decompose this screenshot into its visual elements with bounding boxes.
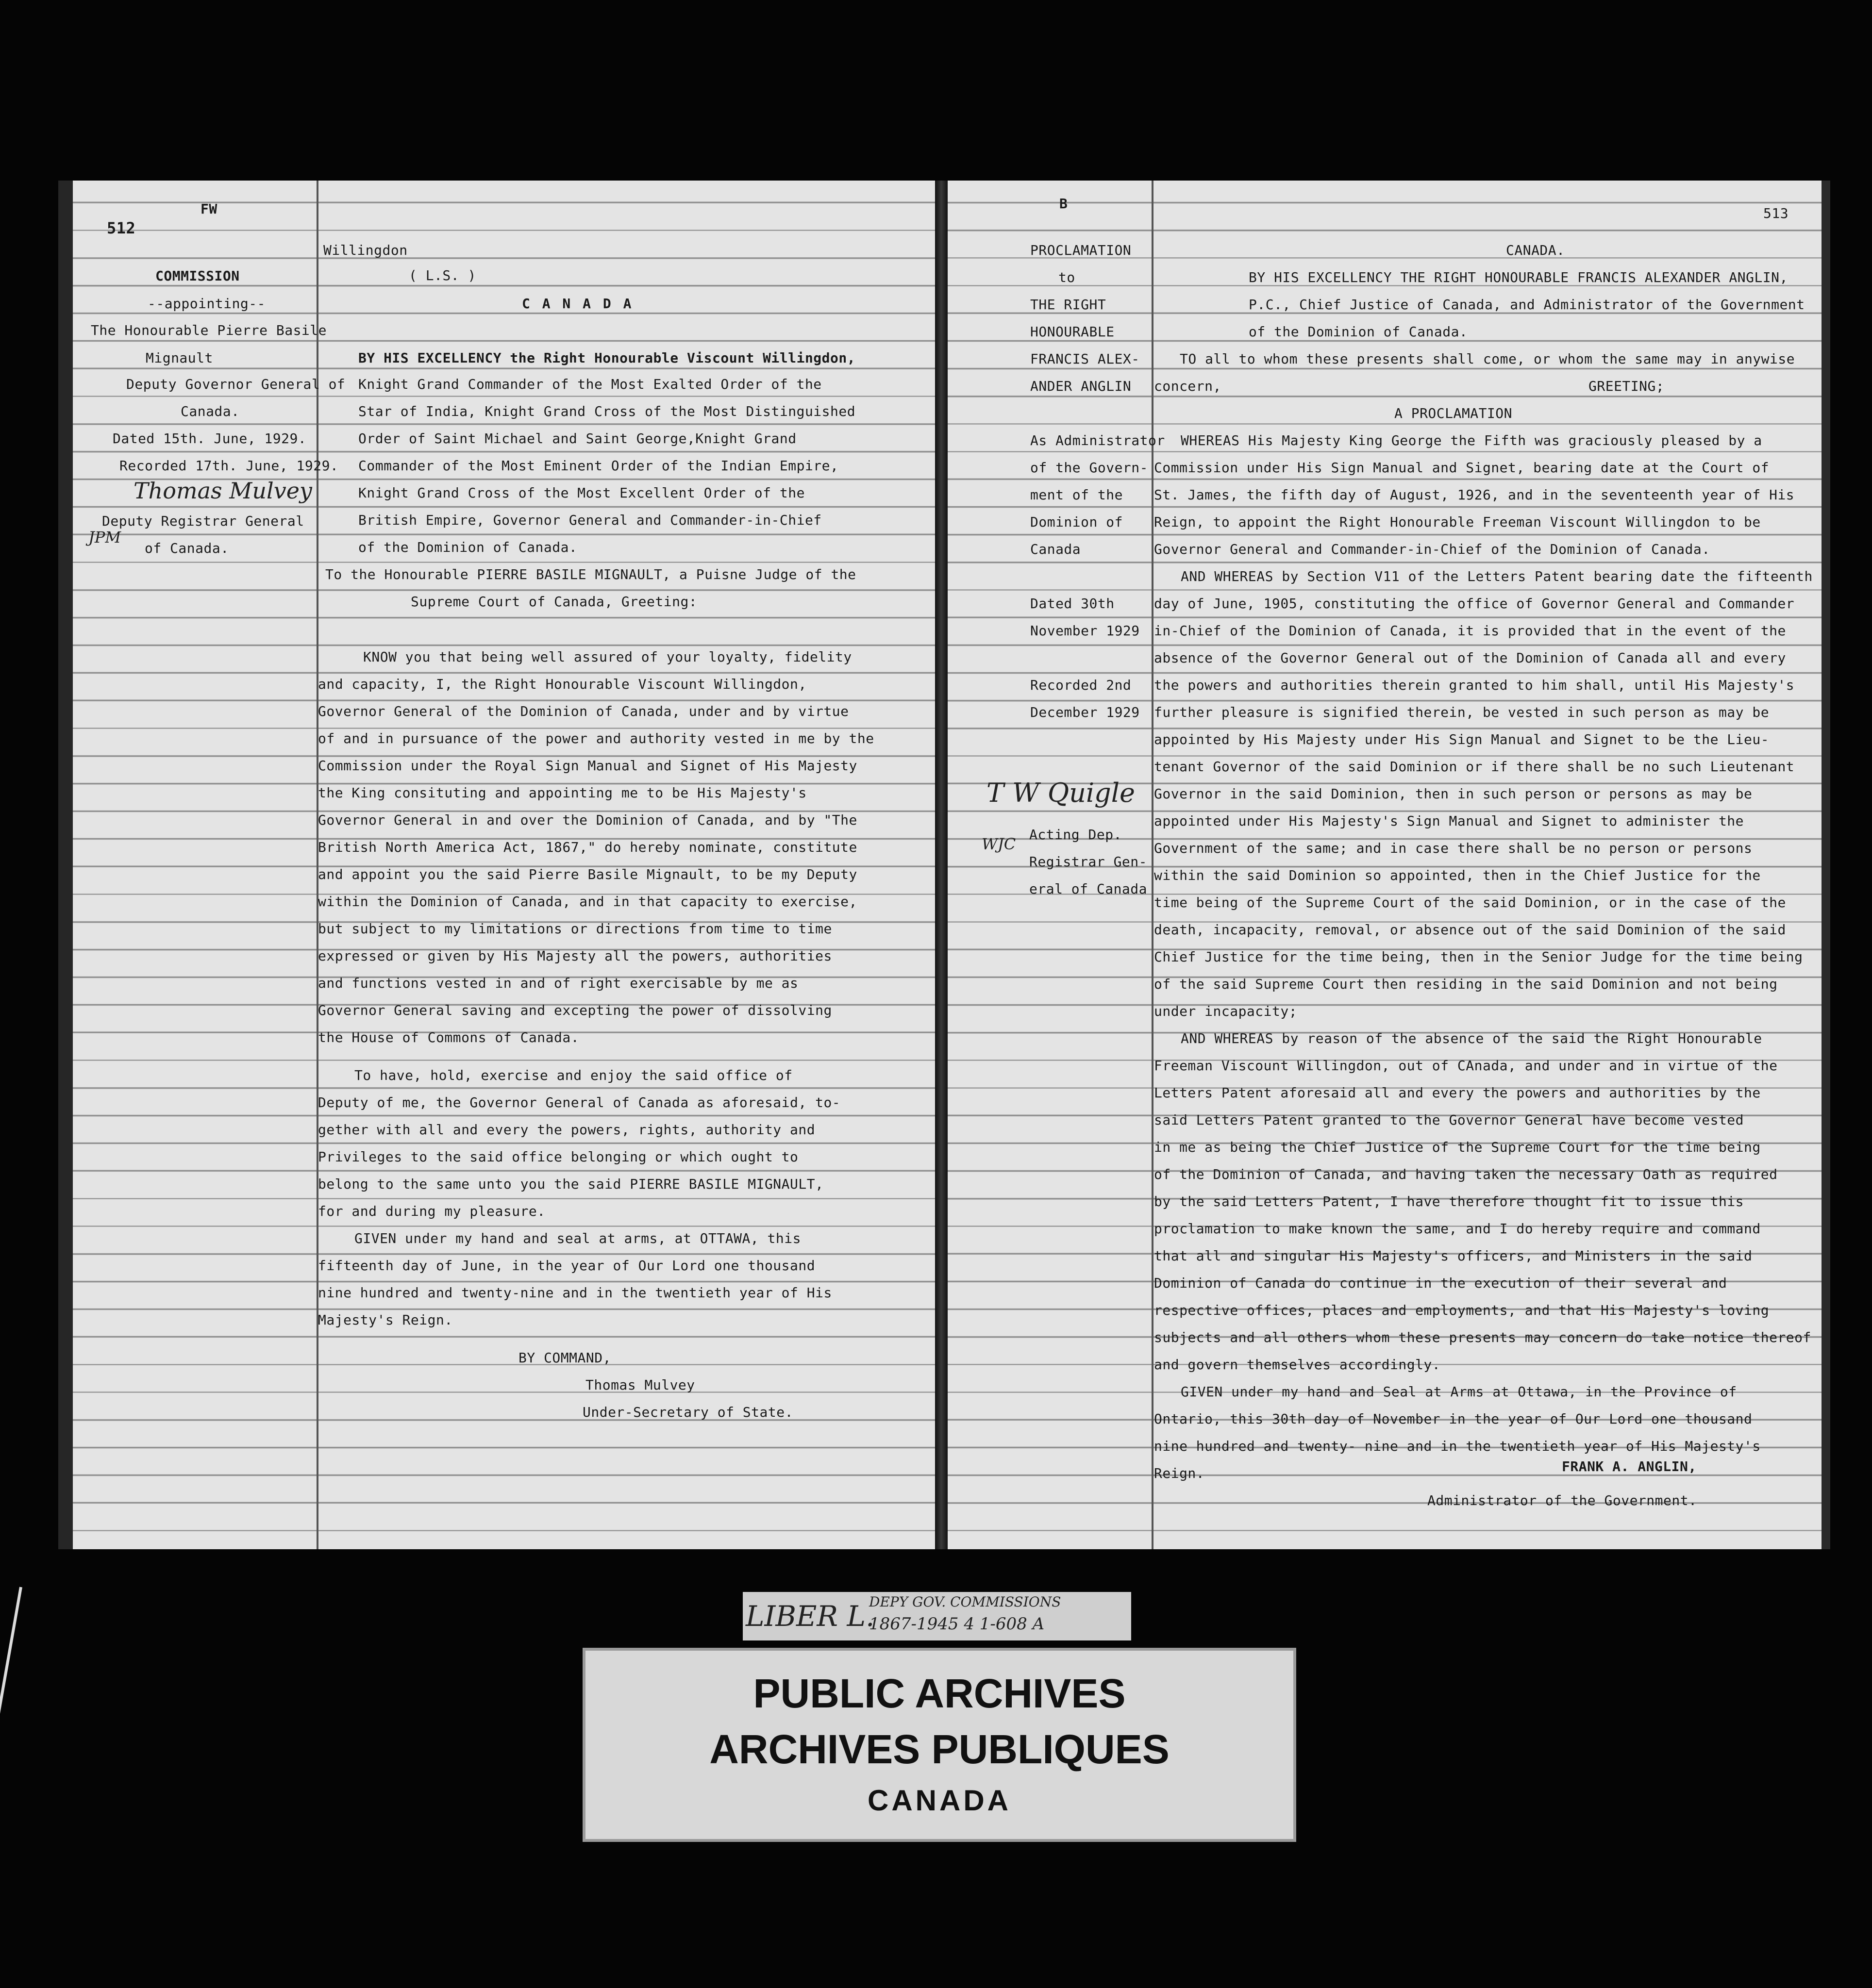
body-line: Reign, to appoint the Right Honourable Freeman Viscount Willingdon to be	[1154, 514, 1761, 530]
country-heading: C A N A D A	[522, 296, 634, 312]
body-line: P.C., Chief Justice of Canada, and Administrator of the Government	[1249, 297, 1805, 313]
body-line: of the Dominion of Canada.	[358, 539, 578, 555]
body-line: by the said Letters Patent, I have therefore thought fit to issue this	[1154, 1193, 1744, 1209]
body-line: day of June, 1905, constituting the office of Governor General and Commander	[1154, 596, 1795, 612]
body-line: expressed or given by His Majesty all the powers, authorities	[318, 948, 832, 964]
body-line: further pleasure is signified therein, be vested in such person as may be	[1154, 704, 1770, 720]
body-line: Dominion of Canada do continue in the execution of their several and	[1154, 1275, 1727, 1291]
body-line: belong to the same unto you the said PIERRE BASILE MIGNAULT,	[318, 1176, 824, 1192]
margin-line: Canada	[1030, 541, 1081, 557]
body-line: BY HIS EXCELLENCY THE RIGHT HONOURABLE FRANCIS ALEXANDER ANGLIN,	[1249, 269, 1788, 285]
body-line: Knight Grand Cross of the Most Excellent Order of the	[358, 485, 805, 501]
margin-rule	[1152, 181, 1153, 1549]
film-label	[743, 1592, 1131, 1640]
body-line: the powers and authorities therein granted to him shall, until His Majesty's	[1154, 677, 1795, 693]
body-line: TO all to whom these presents shall come, or whom the same may in anywise	[1180, 351, 1795, 367]
margin-initials: WJC	[982, 835, 1016, 853]
body-line: Deputy of me, the Governor General of Canada as aforesaid, to-	[318, 1094, 841, 1110]
margin-line: of the Govern-	[1030, 460, 1149, 476]
body-line: under incapacity;	[1154, 1003, 1298, 1019]
body-line: and govern themselves accordingly.	[1154, 1357, 1441, 1373]
body-line: said Letters Patent granted to the Governor General have become vested	[1154, 1112, 1744, 1128]
body-line: and functions vested in and of right exercisable by me as	[318, 975, 799, 991]
body-line: appointed by His Majesty under His Sign Manual and Signet to be the Lieu-	[1154, 731, 1770, 747]
margin-line: HONOURABLE	[1030, 324, 1115, 340]
signatory-line: FRANK A. ANGLIN,	[1562, 1458, 1697, 1474]
margin-line: December 1929	[1030, 704, 1140, 720]
body-line: gether with all and every the powers, rights, authority and	[318, 1122, 816, 1138]
body-line: Ontario, this 30th day of November in the year of Our Lord one thousand	[1154, 1411, 1753, 1427]
body-line: WHEREAS His Majesty King George the Fifth was graciously pleased by a	[1181, 432, 1762, 448]
body-line: Commission under His Sign Manual and Signet, bearing date at the Court of	[1154, 460, 1770, 476]
margin-line: Registrar Gen-	[1029, 854, 1148, 870]
body-line: of the said Supreme Court then residing in the said Dominion and not being	[1154, 976, 1778, 992]
margin-line: Dominion of	[1030, 514, 1123, 530]
body-line: To the Honourable PIERRE BASILE MIGNAULT, a Puisne Judge of the	[325, 566, 856, 582]
page-initials: B	[1059, 196, 1068, 212]
registrar-signature: T W Quigle	[986, 778, 1135, 808]
body-line: appointed under His Majesty's Sign Manual and Signet to administer the	[1154, 813, 1744, 829]
book-binding	[935, 181, 948, 1549]
body-line: the House of Commons of Canada.	[318, 1029, 580, 1045]
film-scratch	[0, 1587, 22, 1884]
film-label-line2: 1867-1945 4 1-608 A	[869, 1614, 1045, 1634]
film-label-line1: DEPY GOV. COMMISSIONS	[869, 1594, 1061, 1610]
margin-line: Mignault	[146, 350, 213, 366]
margin-line: to	[1058, 269, 1075, 285]
closing-line: Thomas Mulvey	[585, 1377, 695, 1393]
body-line: the King consituting and appointing me to be His Majesty's	[318, 785, 807, 801]
body-line: A PROCLAMATION	[1394, 405, 1513, 421]
body-line: but subject to my limitations or directions from time to time	[318, 921, 832, 937]
body-line: fifteenth day of June, in the year of Our Lord one thousand	[318, 1258, 816, 1274]
body-line: of and in pursuance of the power and authority vested in me by the	[318, 730, 874, 746]
body-line: Knight Grand Commander of the Most Exalted Order of the	[358, 376, 822, 392]
body-line: Star of India, Knight Grand Cross of the Most Distinguished	[358, 403, 856, 419]
margin-line: FRANCIS ALEX-	[1030, 351, 1140, 367]
margin-line: Deputy Registrar General	[102, 513, 304, 529]
left-book-edge	[58, 181, 73, 1549]
body-line: within the Dominion of Canada, and in that capacity to exercise,	[318, 894, 857, 910]
closing-line: BY COMMAND,	[518, 1350, 611, 1366]
page-number: 513	[1763, 205, 1789, 221]
right-page	[948, 181, 1822, 1549]
body-line: time being of the Supreme Court of the said Dominion, or in the case of the	[1154, 895, 1786, 911]
film-label-main: LIBER L.	[746, 1600, 875, 1633]
margin-line: Deputy Governor General of	[126, 376, 346, 392]
body-line: concern,	[1154, 378, 1221, 394]
body-line: Governor General of the Dominion of Canada, under and by virtue	[318, 703, 849, 719]
body-line: nine hundred and twenty- nine and in the twentieth year of His Majesty's	[1154, 1438, 1761, 1454]
body-line: CANADA.	[1506, 242, 1565, 258]
body-line: To have, hold, exercise and enjoy the said office of	[354, 1067, 793, 1083]
body-line: Governor General saving and excepting the power of dissolving	[318, 1002, 832, 1018]
body-line: within the said Dominion so appointed, then in the Chief Justice for the	[1154, 867, 1761, 883]
body-line: AND WHEREAS by reason of the absence of the said the Right Honourable	[1181, 1030, 1762, 1046]
archives-plaque	[583, 1648, 1296, 1842]
margin-line: ment of the	[1030, 487, 1123, 503]
body-line: Chief Justice for the time being, then in the Senior Judge for the time being	[1154, 949, 1803, 965]
closing-line: Under-Secretary of State.	[583, 1404, 793, 1420]
body-line: Government of the same; and in case there shall be no person or persons	[1154, 840, 1753, 856]
plaque-line-french: ARCHIVES PUBLIQUES	[709, 1726, 1170, 1772]
body-line: for and during my pleasure.	[318, 1203, 546, 1219]
body-line: subjects and all others whom these presents may concern do take notice thereof	[1154, 1329, 1811, 1345]
body-line: proclamation to make known the same, and I do hereby require and command	[1154, 1221, 1761, 1237]
body-line: AND WHEREAS by Section V11 of the Letters Patent bearing date the fifteenth	[1181, 568, 1813, 584]
margin-line: November 1929	[1030, 623, 1140, 639]
body-line: Commander of the Most Eminent Order of the Indian Empire,	[358, 458, 839, 474]
body-line: nine hundred and twenty-nine and in the twentieth year of His	[318, 1285, 832, 1301]
right-book-edge	[1822, 181, 1830, 1549]
margin-line: As Administrator	[1030, 432, 1165, 448]
margin-line: COMMISSION	[155, 268, 240, 284]
body-line: British Empire, Governor General and Commander-in-Chief	[358, 512, 822, 528]
body-line: Letters Patent aforesaid all and every the powers and authorities by the	[1154, 1085, 1761, 1101]
margin-line: Canada.	[181, 403, 240, 419]
plaque-line-country: CANADA	[868, 1784, 1011, 1817]
margin-line: THE RIGHT	[1030, 297, 1106, 313]
margin-line: eral of Canada	[1029, 881, 1148, 897]
page-number: 512	[107, 219, 136, 237]
body-line: Governor in the said Dominion, then in such person or persons as may be	[1154, 786, 1753, 802]
body-line: and capacity, I, the Right Honourable Viscount Willingdon,	[318, 676, 807, 692]
margin-line: Dated 15th. June, 1929.	[113, 431, 307, 447]
body-line: KNOW you that being well assured of your loyalty, fidelity	[363, 649, 852, 665]
body-line: respective offices, places and employments, and that His Majesty's loving	[1154, 1302, 1770, 1318]
body-line: British North America Act, 1867," do hereby nominate, constitute	[318, 839, 857, 855]
body-line: BY HIS EXCELLENCY the Right Honourable Viscount Willingdon,	[358, 350, 856, 366]
registrar-signature: Thomas Mulvey	[134, 478, 312, 504]
body-line: Governor General in and over the Dominion of Canada, and by "The	[318, 812, 857, 828]
margin-line: Acting Dep.	[1029, 827, 1122, 843]
body-line: and appoint you the said Pierre Basile Mignault, to be my Deputy	[318, 866, 857, 882]
seal-mark: ( L.S. )	[409, 267, 476, 283]
body-line: absence of the Governor General out of the Dominion of Canada all and every	[1154, 650, 1786, 666]
body-line: in-Chief of the Dominion of Canada, it is provided that in the event of the	[1154, 623, 1786, 639]
margin-initials: JPM	[88, 528, 121, 547]
margin-line: of Canada.	[145, 540, 229, 556]
body-line: Governor General and Commander-in-Chief of the Dominion of Canada.	[1154, 541, 1710, 557]
margin-line: Dated 30th	[1030, 596, 1115, 612]
body-line: in me as being the Chief Justice of the Supreme Court for the time being	[1154, 1139, 1761, 1155]
signatory-title: Administrator of the Government.	[1427, 1492, 1697, 1508]
signatory-name: Willingdon	[323, 242, 408, 258]
body-line: GIVEN under my hand and seal at arms, at OTTAWA, this	[354, 1230, 801, 1246]
body-line: of the Dominion of Canada, and having taken the necessary Oath as required	[1154, 1166, 1778, 1182]
body-line: Reign.	[1154, 1465, 1205, 1481]
left-page	[73, 181, 935, 1549]
margin-line: Recorded 2nd	[1030, 677, 1132, 693]
body-line: GREETING;	[1588, 378, 1665, 394]
body-line: of the Dominion of Canada.	[1249, 324, 1468, 340]
body-line: tenant Governor of the said Dominion or if there shall be no such Lieutenant	[1154, 759, 1795, 775]
body-line: that all and singular His Majesty's officers, and Ministers in the said	[1154, 1248, 1753, 1264]
margin-line: Recorded 17th. June, 1929.	[119, 458, 339, 474]
page-initials: FW	[201, 201, 217, 217]
body-line: Freeman Viscount Willingdon, out of CAnada, and under and in virtue of the	[1154, 1058, 1778, 1074]
body-line: Commission under the Royal Sign Manual and Signet of His Majesty	[318, 758, 857, 774]
margin-line: The Honourable Pierre Basile	[91, 322, 327, 338]
plaque-line-english: PUBLIC ARCHIVES	[753, 1671, 1126, 1716]
margin-line: PROCLAMATION	[1030, 242, 1132, 258]
body-line: Majesty's Reign.	[318, 1312, 453, 1328]
body-line: Privileges to the said office belonging or which ought to	[318, 1149, 799, 1165]
body-line: GIVEN under my hand and Seal at Arms at Ottawa, in the Province of	[1181, 1384, 1737, 1400]
margin-line: --appointing--	[148, 296, 266, 312]
body-line: death, incapacity, removal, or absence out of the said Dominion of the said	[1154, 922, 1786, 938]
body-line: St. James, the fifth day of August, 1926, and in the seventeenth year of His	[1154, 487, 1795, 503]
margin-line: ANDER ANGLIN	[1030, 378, 1132, 394]
body-line: Order of Saint Michael and Saint George,Knight Grand	[358, 431, 797, 447]
body-line: Supreme Court of Canada, Greeting:	[411, 594, 698, 610]
